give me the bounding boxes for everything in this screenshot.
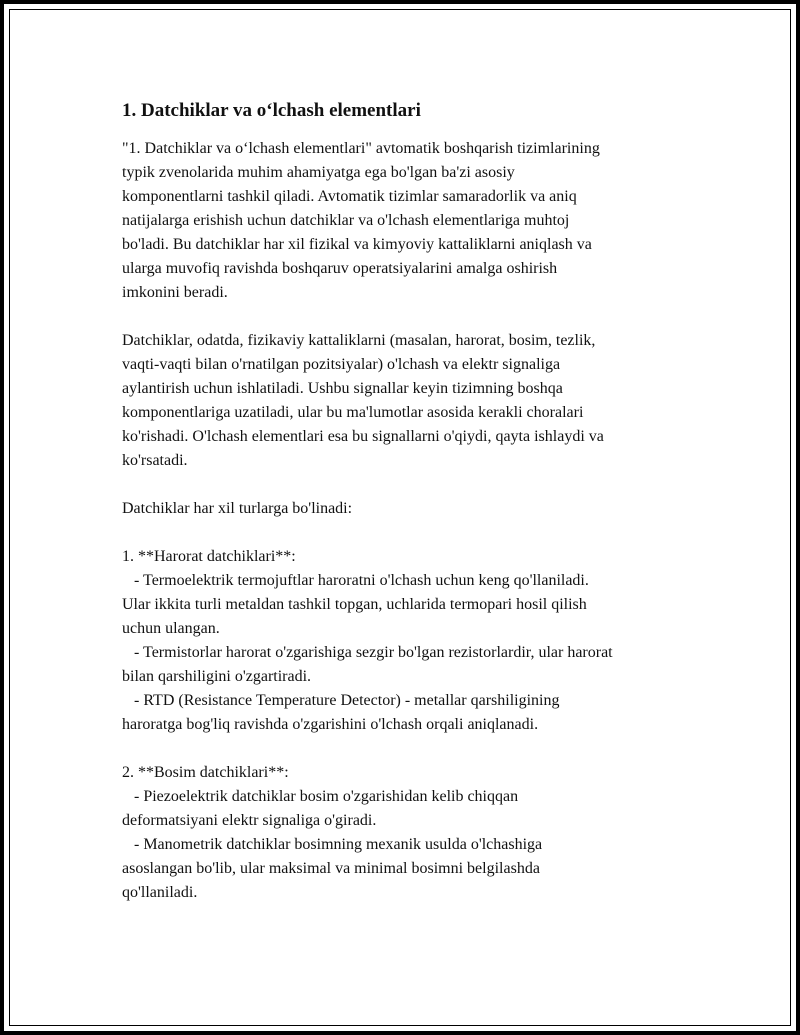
list-temperature-sensors: 1. **Harorat datchiklari**: - Termoelektrik termojuftlar haroratni o'lchash uchun keng qo'llaniladi. Ular ikkita turli metaldan tashkil topgan, uchlarida termopari hosil qilish uchun ulangan. - Termistorlar harorat o'zgarishiga sezgir bo'lgan rezistorlardir, ular harorat bilan qarshiligini o'zgartiradi. - RTD (Resistance Temperature Detector) - metallar qarshiligining haroratga bog'liq ravishda o'zgarishini o'lchash orqali aniqlanadi. (122, 548, 613, 733)
paragraph-gap (122, 305, 692, 329)
paragraph-gap (122, 737, 692, 761)
paragraph-intro: "1. Datchiklar va o‘lchash elementlari" avtomatik boshqarish tizimlarining typik zvenolarida muhim ahamiyatga ega bo'lgan ba'zi asosiy komponentlarni tashkil qiladi. Avtomatik tizimlar samaradorlik va aniq natijalarga erishish uchun datchiklar va o'lchash elementlariga muhtoj bo'ladi. Bu datchiklar har xil fizikal va kimyoviy kattaliklarni aniqlash va ularga muvofiq ravishda boshqaruv operatsiyalarini amalga oshirish imkonini beradi. (122, 140, 600, 301)
list-pressure-sensors: 2. **Bosim datchiklari**: - Piezoelektrik datchiklar bosim o'zgarishidan kelib chiqqan deformatsiyani elektr signaliga o'giradi. - Manometrik datchiklar bosimning mexanik usulda o'lchashiga asoslangan bo'lib, ular maksimal va minimal bosimni belgilashda qo'llaniladi. (122, 764, 543, 901)
paragraph-sensor-types-intro: Datchiklar har xil turlarga bo'linadi: (122, 500, 353, 517)
section-heading: 1. Datchiklar va o‘lchash elementlari (122, 100, 421, 121)
paragraph-gap (122, 521, 692, 545)
paragraph-gap (122, 473, 692, 497)
paragraph-sensors-usage: Datchiklar, odatda, fizikaviy kattaliklarni (masalan, harorat, bosim, tezlik, vaqti-vaqti bilan o'rnatilgan pozitsiyalar) o'lchash va elektr signaliga aylantirish uchun ishlatiladi. Ushbu signallar keyin tizimning boshqa komponentlariga uzatiladi, ular bu ma'lumotlar asosida kerakli choralari ko'rishadi. O'lchash elementlari esa bu signallarni o'qiydi, qayta ishlaydi va ko'rsatadi. (122, 332, 604, 469)
document-content (122, 99, 692, 905)
